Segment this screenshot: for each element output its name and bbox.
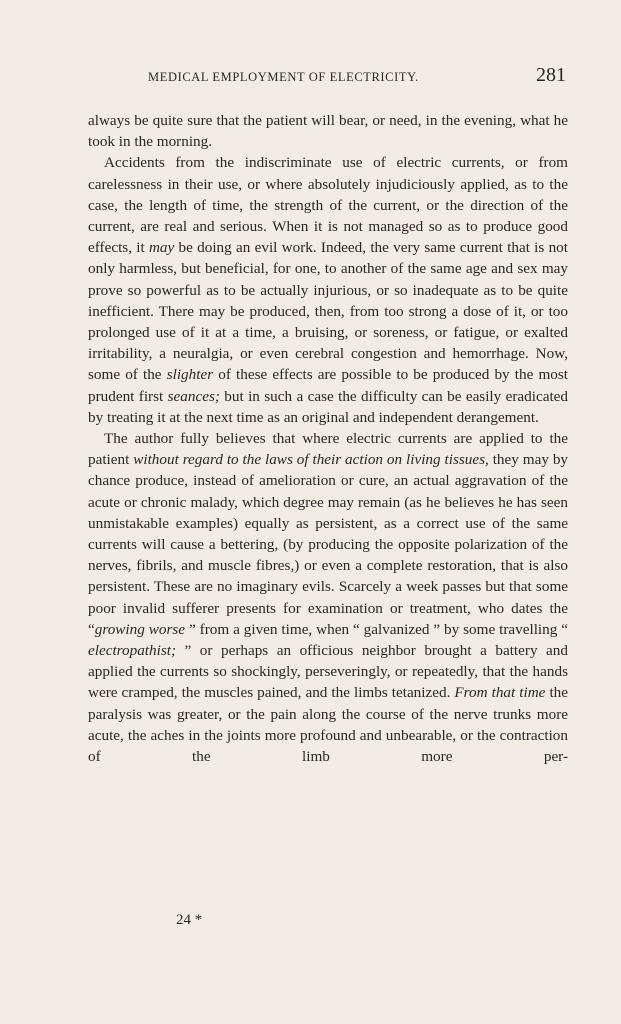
text-run: always be quite sure that the patient will bear, or need, in the evening, what he took in the morning. — [88, 112, 568, 151]
italic-text: seances; — [167, 387, 220, 405]
text-run: Accidents from the indiscriminate use of electric currents, or from carelessness in their use, or where absolutely injudiciously applied, as to the case, the length of time, the strength of the current, or the direction of the current, are real and serious. When it is not managed so as to produce good effects, it — [88, 154, 568, 257]
paragraph-2 — [88, 152, 568, 428]
text-run: but in such a case the difficulty can be easily eradicated by treating it at the next time as an original and independent derangement. — [88, 387, 569, 426]
text-run: ” from a given time, when “ galvanized ” by some travelling “ — [185, 620, 568, 638]
body-text — [88, 110, 568, 767]
running-head: MEDICAL EMPLOYMENT OF ELECTRICITY. — [148, 70, 419, 84]
italic-text: without regard to the laws of their action on living tissues, — [133, 451, 489, 469]
text-run: they may by chance produce, instead of amelioration or cure, an actual aggravation of the acute or chronic malady, which degree may remain (as he believes he has seen unmistakable examples) equally as persistent, as a correct use of the same currents will cause a bettering, (by producing the opposite polarization of the nerves, fibrils, and muscle fibres,) or even a complete restoration, that is also persistent. These are no imaginary evils. Scarcely a week passes but that some poor invalid sufferer presents for examination or treatment, who dates the “ — [88, 451, 569, 638]
text-run: the paralysis was greater, or the pain along the course of the nerve trunks more acute, the aches in the joints more profound and unbearable, or the contraction of the limb more per- — [88, 684, 568, 766]
italic-text: slighter — [166, 366, 214, 384]
italic-text: electropathist; — [88, 642, 177, 660]
paragraph-3 — [88, 428, 568, 767]
page-header — [88, 64, 568, 94]
paragraph-1 — [88, 110, 568, 152]
signature-mark: 24 * — [176, 912, 203, 928]
text-run: ” or perhaps an officious neighbor brought a battery and applied the currents so shockingly, perseveringly, or repeatedly, that the hands were cramped, the muscles pained, and the limbs tetanized. — [88, 642, 568, 702]
italic-text: may — [148, 239, 175, 257]
text-run: The author fully believes that where electric currents are applied to the patient — [88, 430, 568, 469]
text-run: be doing an evil work. Indeed, the very same current that is not only harmless, but beneficial, for one, to another of the same age and sex may prove so powerful as to be actually injurious, or so inadequate as to be quite inefficient. There may be produced, then, from too strong a dose of it, or too prolonged use of it at a time, a bruising, or soreness, or fatigue, or exalted irritability, a neuralgia, or even cerebral congestion and hemorrhage. Now, some of the — [88, 239, 568, 384]
italic-text: growing worse — [94, 620, 186, 638]
page-number: 281 — [536, 64, 566, 86]
text-run: of these effects are possible to be produced by the most prudent first — [88, 366, 569, 405]
italic-text: From that time — [454, 684, 546, 702]
